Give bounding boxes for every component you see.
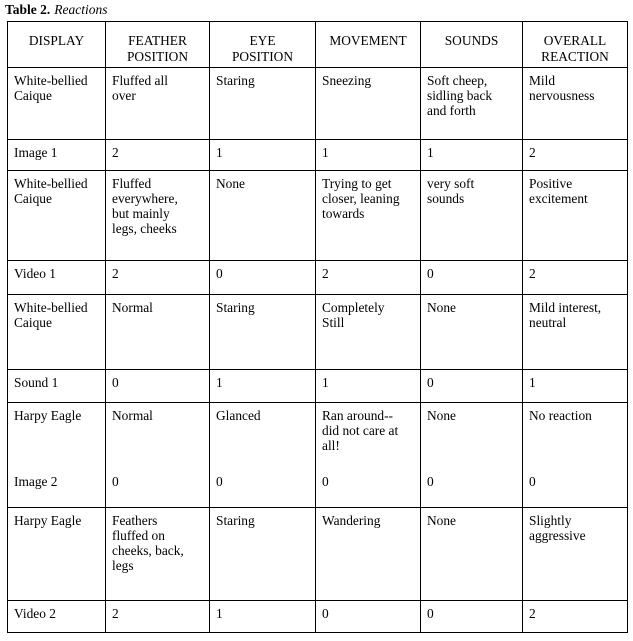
table-cell xyxy=(523,403,628,508)
table-cell: Fluffed all over xyxy=(106,68,210,140)
table-cell: None xyxy=(210,171,316,261)
table-row xyxy=(8,68,628,140)
table-row xyxy=(8,140,628,171)
column-header: OVERALL REACTION xyxy=(523,22,628,68)
table-cell xyxy=(106,403,210,508)
table-cell: None xyxy=(421,295,523,370)
table-cell: 0 xyxy=(421,261,523,295)
table-cell: Mild interest, neutral xyxy=(523,295,628,370)
table-cell: 0 xyxy=(106,370,210,403)
table-row xyxy=(8,261,628,295)
cell-bottom-text: 0 xyxy=(112,474,119,489)
table-cell: 2 xyxy=(106,601,210,633)
table-cell: 1 xyxy=(316,140,421,171)
table-row xyxy=(8,171,628,261)
table-cell: Feathers fluffed on cheeks, back, legs xyxy=(106,508,210,601)
reactions-table xyxy=(7,21,628,633)
cell-bottom-text: 0 xyxy=(427,474,434,489)
cell-top-text: No reaction xyxy=(529,408,592,423)
table-cell xyxy=(8,403,106,508)
caption-title: Reactions xyxy=(54,2,108,17)
table-cell: 2 xyxy=(523,140,628,171)
cell-top-text: None xyxy=(427,408,457,423)
column-header: DISPLAY xyxy=(8,22,106,68)
table-cell: Image 1 xyxy=(8,140,106,171)
cell-bottom-text: 0 xyxy=(529,474,536,489)
cell-bottom-text: 0 xyxy=(216,474,223,489)
table-row xyxy=(8,403,628,508)
cell-top-text: Normal xyxy=(112,408,153,423)
table-cell: Staring xyxy=(210,295,316,370)
column-header: EYE POSITION xyxy=(210,22,316,68)
header-row xyxy=(8,22,628,68)
table-cell xyxy=(210,403,316,508)
column-header: FEATHER POSITION xyxy=(106,22,210,68)
table-row xyxy=(8,295,628,370)
table-row xyxy=(8,370,628,403)
table-cell: 1 xyxy=(316,370,421,403)
table-cell: Soft cheep, sidling back and forth xyxy=(421,68,523,140)
table-cell: 1 xyxy=(421,140,523,171)
cell-top-text: Harpy Eagle xyxy=(14,408,82,423)
table-cell: Mild nervousness xyxy=(523,68,628,140)
table-cell: Harpy Eagle xyxy=(8,508,106,601)
table-cell: Video 1 xyxy=(8,261,106,295)
table-cell: 1 xyxy=(210,370,316,403)
table-cell: 0 xyxy=(210,261,316,295)
table-body xyxy=(8,68,628,633)
stacked-cell-content xyxy=(112,408,195,489)
cell-bottom-text: 0 xyxy=(322,474,329,489)
table-cell: Wandering xyxy=(316,508,421,601)
stacked-cell-content xyxy=(427,408,508,489)
table-cell: 2 xyxy=(316,261,421,295)
column-header: SOUNDS xyxy=(421,22,523,68)
table-cell: Fluffed everywhere, but mainly legs, cheeks xyxy=(106,171,210,261)
cell-bottom-text: Image 2 xyxy=(14,474,58,489)
table-cell: 1 xyxy=(210,601,316,633)
table-cell: 0 xyxy=(421,370,523,403)
table-cell: 2 xyxy=(106,140,210,171)
table-cell: White-bellied Caique xyxy=(8,68,106,140)
caption-label: Table 2. xyxy=(5,2,51,17)
table-cell xyxy=(316,403,421,508)
cell-top-text: Glanced xyxy=(216,408,261,423)
table-cell: Staring xyxy=(210,508,316,601)
table-cell: 0 xyxy=(316,601,421,633)
table-cell: Trying to get closer, leaning towards xyxy=(316,171,421,261)
table-row xyxy=(8,508,628,601)
cell-top-text: Ran around--did not care at all! xyxy=(322,408,399,453)
table-cell: Sound 1 xyxy=(8,370,106,403)
stacked-cell-content xyxy=(14,408,91,489)
column-header: MOVEMENT xyxy=(316,22,421,68)
table-cell: Positive excitement xyxy=(523,171,628,261)
table-cell: Video 2 xyxy=(8,601,106,633)
table-cell: 0 xyxy=(421,601,523,633)
table-cell: 1 xyxy=(210,140,316,171)
table-cell: Slightly aggressive xyxy=(523,508,628,601)
table-cell: 2 xyxy=(523,601,628,633)
table-cell: 1 xyxy=(523,370,628,403)
stacked-cell-content xyxy=(529,408,613,489)
table-cell: 2 xyxy=(523,261,628,295)
table-cell: very soft sounds xyxy=(421,171,523,261)
table-cell: None xyxy=(421,508,523,601)
table-cell: Normal xyxy=(106,295,210,370)
table-cell: Completely Still xyxy=(316,295,421,370)
table-cell xyxy=(421,403,523,508)
table-row xyxy=(8,601,628,633)
table-cell: Sneezing xyxy=(316,68,421,140)
table-cell: Staring xyxy=(210,68,316,140)
table-cell: White-bellied Caique xyxy=(8,171,106,261)
stacked-cell-content xyxy=(216,408,301,489)
table-cell: 2 xyxy=(106,261,210,295)
table-cell: White-bellied Caique xyxy=(8,295,106,370)
table-caption xyxy=(5,2,633,18)
stacked-cell-content xyxy=(322,408,406,489)
